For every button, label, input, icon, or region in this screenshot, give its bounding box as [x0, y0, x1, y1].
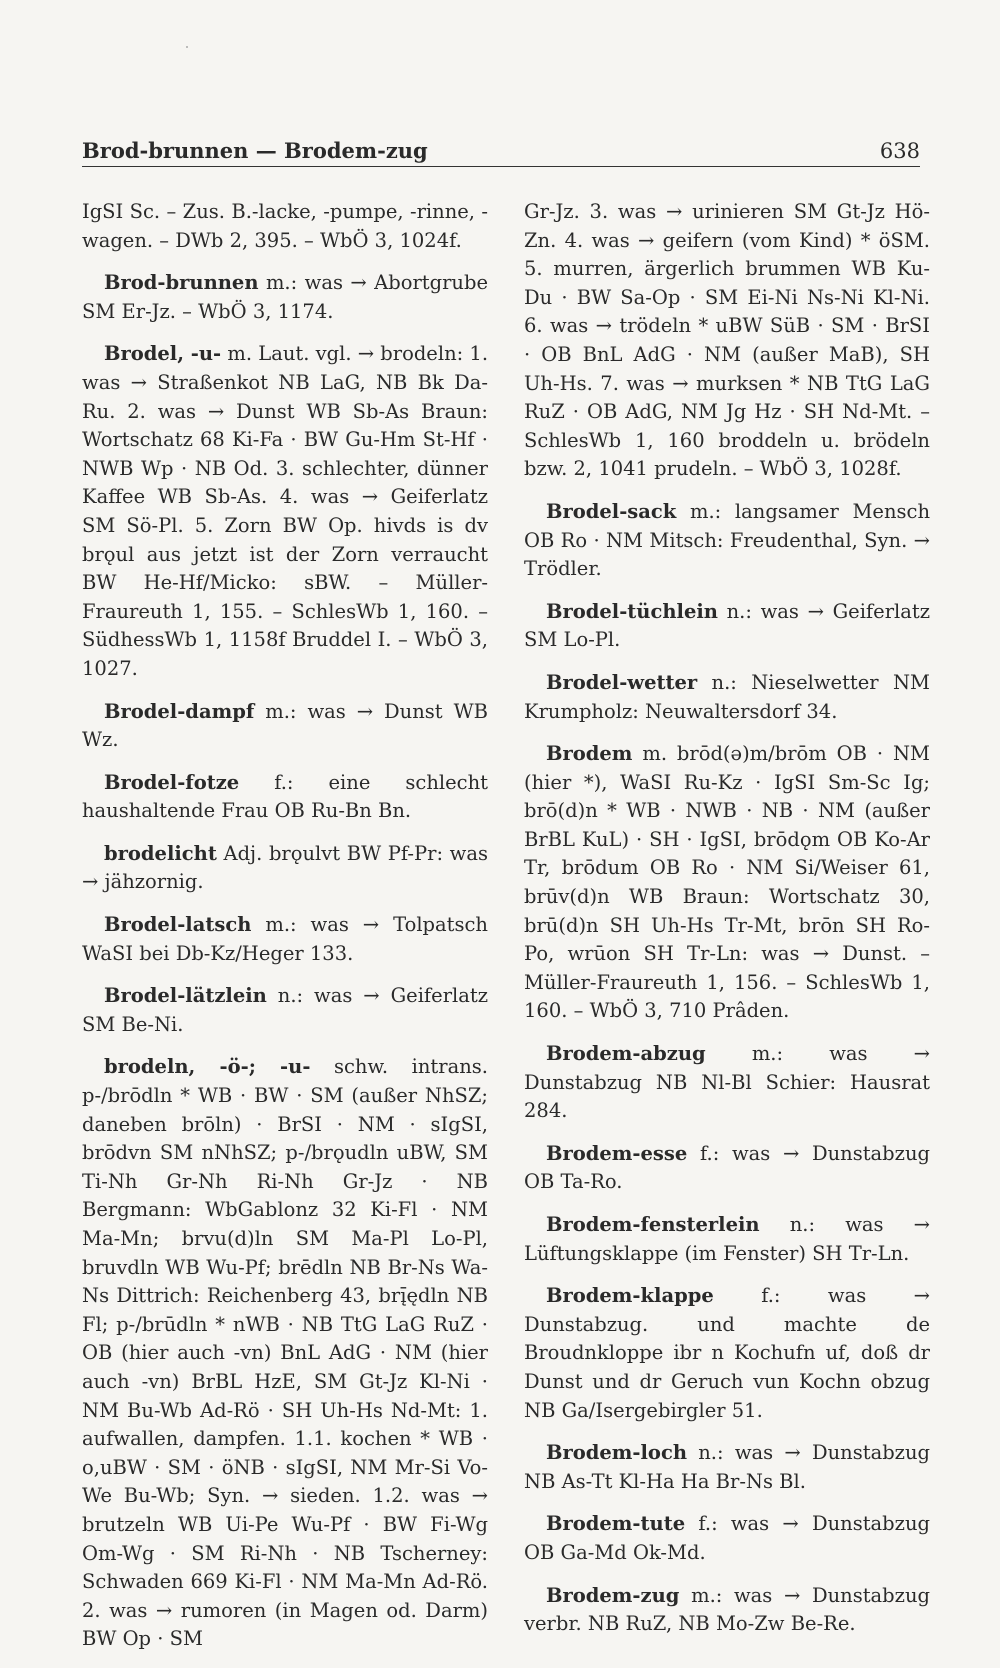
paper-speck: [186, 46, 188, 48]
dictionary-entry: [82, 911, 488, 968]
entry-text: f.: was → Dunstabzug. und machte de Broudnkloppe ibr n Kochufn uf, doß dr Dunst und dr Geruch vun Kochn obzug NB Ga/Isergebirgler 51.: [524, 1284, 930, 1422]
headword: Brodem: [546, 742, 633, 766]
headword: Brodem-zug: [546, 1583, 680, 1607]
entry-text: Adj. brǫulvt BW Pf-Pr: was → jähzornig.: [82, 841, 488, 894]
entry-text: m.: was → Dunstabzug NB Nl-Bl Schier: Hausrat 284.: [524, 1042, 930, 1123]
headword: Brodem-loch: [546, 1441, 687, 1465]
entry-text: m.: was → Dunst WB Wz.: [82, 699, 488, 752]
headword: Brodel-latsch: [104, 913, 252, 937]
entry-text: m.: was → Abortgrube SM Er-Jz. – WbÖ 3, 1174.: [82, 271, 488, 323]
headword: Brodel, -u-: [104, 342, 222, 366]
dictionary-entry: [82, 698, 488, 755]
entry-text: n.: was → Lüftungsklappe (im Fenster) SH Tr-Ln.: [524, 1213, 930, 1265]
left-column: [82, 198, 488, 1668]
entry-text: f.: was → Dunstabzug OB Ta-Ro.: [524, 1141, 930, 1194]
headword: Brodem-fensterlein: [546, 1213, 760, 1236]
headword: Brodel-tüchlein: [546, 599, 718, 623]
entry-text: f.: eine schlecht haushaltende Frau OB Ru-Bn Bn.: [82, 770, 488, 823]
entry-text: n.: was → Geiferlatz SM Lo-Pl.: [524, 599, 930, 652]
dictionary-entry: [524, 1211, 930, 1268]
headword: Brodem-abzug: [546, 1042, 706, 1066]
headword: Brodel-sack: [546, 499, 677, 523]
dictionary-entry: [82, 340, 488, 683]
dictionary-entry: [524, 1439, 930, 1496]
dictionary-entry: [82, 1053, 488, 1653]
dictionary-entry: [524, 1282, 930, 1425]
dictionary-entry: IgSI Sc. – Zus. B.-lacke, -pumpe, -rinne, -wagen. – DWb 2, 395. – WbÖ 3, 1024f.: [82, 200, 488, 252]
dictionary-entry: [524, 740, 930, 1026]
dictionary-entry: [524, 669, 930, 726]
headword: brodeln, -ö-; -u-: [104, 1055, 311, 1079]
dictionary-entry: [524, 1582, 930, 1639]
dictionary-entry: [524, 1140, 930, 1197]
dictionary-entry: [82, 840, 488, 897]
page-header: [82, 138, 920, 167]
headword: Brodel-dampf: [104, 699, 255, 723]
right-column: [524, 198, 930, 1653]
dictionary-entry: [524, 1510, 930, 1567]
headword: Brodem-klappe: [546, 1284, 714, 1308]
running-title: Brod-brunnen — Brodem-zug: [82, 138, 428, 163]
entry-text: m. Laut. vgl. → brodeln: 1. was → Straßenkot NB LaG, NB Bk Da-Ru. 2. was → Dunst WB Sb-As Braun: Wortschatz 68 Ki-Fa · BW Gu-Hm St-Hf · NWB Wp · NB Od. 3. schlechter, dünner Kaffee WB Sb-As. 4. was → Geiferlatz SM Sö-Pl. 5. Zorn BW Op. hivds is dv brǫul aus jetzt ist der Zorn verraucht BW He-Hf/Micko: sBW. – Müller-Fraureuth 1, 155. – SchlesWb 1, 160. – SüdhessWb 1, 1158f Bruddel I. – WbÖ 3, 1027.: [82, 342, 489, 680]
entry-text: schw. intrans. p-/brōdln * WB · BW · SM (außer NhSZ; daneben brōln) · BrSI · NM · sIgSI, brōdvn SM nNhSZ; p-/brǫudln uBW, SM Ti-Nh Gr-Nh Ri-Nh Gr-Jz · NB Bergmann: WbGablonz 32 Ki-Fl · NM Ma-Mn; brvu(d)ln SM Ma-Pl Lo-Pl, bruvdln WB Wu-Pf; brēdln NB Br-Ns Wa-Ns Dittrich: Reichenberg 43, brį̄ędln NB Fl; p-/brūdln * nWB · NB TtG LaG RuZ · OB (hier auch -vn) BnL AdG · NM (hier auch -vn) BrBL HzE, SM Gt-Jz Kl-Ni · NM Bu-Wb Ad-Rö · SH Uh-Hs Nd-Mt: 1. aufwallen, dampfen. 1.1. kochen * WB · o,uBW · SM · öNB · sIgSI, NM Mr-Si Vo-We Bu-Wb; Syn. → sieden. 1.2. was → brutzeln WB Ui-Pe Wu-Pf · BW Fi-Wg Om-Wg · SM Ri-Nh · NB Tscherney: Schwaden 669 Ki-Fl · NM Ma-Mn Ad-Rö. 2. was → rumoren (in Magen od. Darm) BW Op · SM: [82, 1055, 488, 1651]
headword: Brodem-tute: [546, 1512, 686, 1536]
entry-text: f.: was → Dunstabzug OB Ga-Md Ok-Md.: [524, 1512, 930, 1564]
dictionary-entry: [82, 982, 488, 1039]
dictionary-entry: [524, 498, 930, 584]
dictionary-entry: [82, 269, 488, 326]
entry-text: m.: was → Dunstabzug verbr. NB RuZ, NB Mo-Zw Be-Re.: [524, 1583, 930, 1636]
headword: Brodel-lätzlein: [104, 984, 267, 1008]
headword: Brod-brunnen: [104, 271, 259, 295]
headword: Brodem-esse: [546, 1141, 688, 1165]
dictionary-entry: [524, 598, 930, 655]
entry-text: m.: langsamer Mensch OB Ro · NM Mitsch: Freudenthal, Syn. → Trödler.: [524, 499, 930, 581]
dictionary-entry: [524, 1040, 930, 1126]
entry-text: m. brōd(ə)m/brōm OB · NM (hier *), WaSI Ru-Kz · IgSI Sm-Sc Ig; brō(d)n * WB · NWB · NB · NM (außer BrBL KuL) · SH · IgSI, brōdǫm OB Ko-Ar Tr, brōdum OB Ro · NM Si/Weiser 61, brūv(d)n WB Braun: Wortschatz 30, brū(d)n SH Uh-Hs Tr-Mt, brōn SH Ro-Po, wrūon SH Tr-Ln: was → Dunst. – Müller-Fraureuth 1, 156. – SchlesWb 1, 160. – WbÖ 3, 710 Prâden.: [524, 742, 930, 1023]
headword: brodelicht: [104, 841, 217, 865]
dictionary-entry: Gr-Jz. 3. was → urinieren SM Gt-Jz Hö-Zn. 4. was → geifern (vom Kind) * öSM. 5. murren, ärgerlich brummen WB Ku-Du · BW Sa-Op · SM Ei-Ni Ns-Ni Kl-Ni. 6. was → trödeln * uBW SüB · SM · BrSI · OB BnL AdG · NM (außer MaB), SH Uh-Hs. 7. was → murksen * NB TtG LaG RuZ · OB AdG, NM Jg Hz · SH Nd-Mt. – SchlesWb 1, 160 broddeln u. brödeln bzw. 2, 1041 prudeln. – WbÖ 3, 1028f.: [524, 200, 930, 481]
entry-text: n.: Nieselwetter NM Krumpholz: Neuwaltersdorf 34.: [524, 670, 930, 723]
headword: Brodel-fotze: [104, 770, 240, 794]
page-number: 638: [879, 139, 920, 163]
dictionary-entry: [82, 769, 488, 826]
entry-text: m.: was → Tolpatsch WaSI bei Db-Kz/Heger 133.: [82, 913, 488, 965]
headword: Brodel-wetter: [546, 670, 698, 694]
entry-text: n.: was → Dunstabzug NB As-Tt Kl-Ha Ha Br-Ns Bl.: [524, 1441, 930, 1493]
entry-text: n.: was → Geiferlatz SM Be-Ni.: [82, 984, 488, 1036]
